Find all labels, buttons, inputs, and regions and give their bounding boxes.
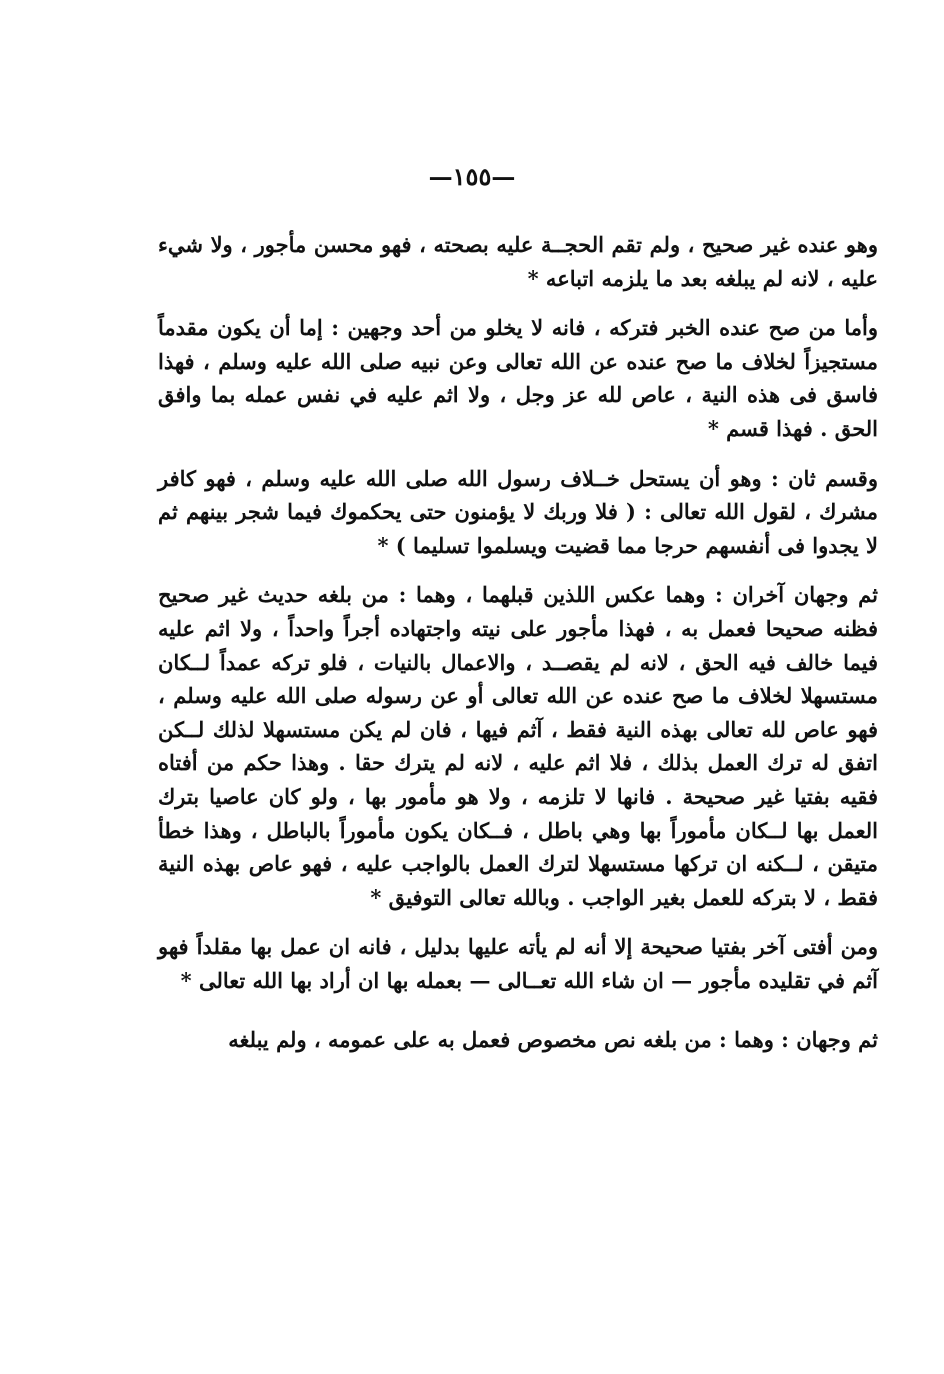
paragraph: وقسم ثان : وهو أن يستحل خــلاف رسول الله صلى الله عليه وسلم ، فهو كافر مشرك ، لقول الله تعالى : ( فلا وربك لا يؤمنون حتى يحكموك فيما شجر بينهم ثم لا يجدوا فى أنفسهم حرجا مما قضيت ويسلموا تسليما ) * xyxy=(158,465,878,558)
paragraph: ومن أفتى آخر بفتيا صحيحة إلا أنه لم يأته عليها بدليل ، فانه ان عمل بها مقلداً فهو آثم في تقليده مأجور — ان شاء الله تعــالى — بعمله بها ان أراد بها الله تعالى * xyxy=(158,934,878,993)
page-number: —١٥٥— xyxy=(428,162,516,191)
paragraph: ثم وجهان آخران : وهما عكس اللذين قبلهما ، وهما : من بلغه حديث غير صحيح فظنه صحيحا فعمل به ، فهذا مأجور على نيته واجتهاده أجراً واحداً ، ولا اثم عليه فيما خالف فيه الحق ، لانه لم يقصــد ، والاعمال بالنيات ، فلو تركه عمداً لــكان مستسهلا لخلاف ما صح عنده عن الله تعالى أو عن رسوله صلى الله عليه وسلم ، فهو عاص لله تعالى بهذه النية فقط ، آثم فيها ، فان لم يكن مستسهلا لذلك لــكن اتفق له ترك العمل بذلك ، فلا اثم عليه ، لانه لم يترك حقا . وهذا حكم من أفتاه فقيه بفتيا غير صحيحة . فانها لا تلزمه ، ولا هو مأمور بها ، ولو كان عاصيا بترك العمل بها لــكان مأموراً بها وهي باطل ، فــكان يكون مأموراً بالباطل ، وهذا خطأ متيقن ، لــكنه ان تركها مستسهلا لترك العمل بالواجب عليه ، فهو عاص بهذه النية فقط ، لا بتركه للعمل بغير الواجب . وبالله تعالى التوفيق * xyxy=(158,582,878,910)
page-body xyxy=(158,228,878,1073)
paragraph: وهو عنده غير صحيح ، ولم تقم الحجــة عليه بصحته ، فهو محسن مأجور ، ولا شيء عليه ، لانه لم يبلغه بعد ما يلزمه اتباعه * xyxy=(158,232,878,291)
paragraph: وأما من صح عنده الخبر فتركه ، فانه لا يخلو من أحد وجهين : إما أن يكون مقدماً مستجيزاً لخلاف ما صح عنده عن الله تعالى وعن نبيه صلى الله عليه وسلم ، فهذا فاسق فى هذه النية ، عاص لله عز وجل ، ولا اثم عليه في نفس عمله بما وافق الحق . فهذا قسم * xyxy=(158,315,878,441)
paragraph: ثم وجهان : وهما : من بلغه نص مخصوص فعمل به على عمومه ، ولم يبلغه xyxy=(228,1027,878,1053)
